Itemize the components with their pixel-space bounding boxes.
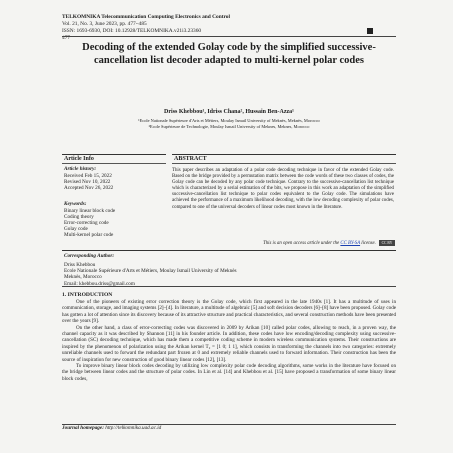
keywords-label: Keywords: [64,200,87,207]
cc-by-sa-badge: CC BY SA [379,240,395,246]
article-info-box [62,154,166,239]
history-received: Received Feb 15, 2022 [64,173,112,179]
section-body [62,299,396,382]
abstract-box [172,154,396,164]
paper-title: Decoding of the extended Golay code by the simplified successive-cancellation list decoder adapted to multi-kernel polar codes [82,42,376,66]
corresponding-author-box [62,250,396,287]
corresponding-affiliation: Ecole Nationale Supérieure d'Arts et Métiers, Moulay Ismail University of Meknès [64,268,237,275]
page-number: 477 [62,35,71,41]
corresponding-bottom-rule [62,286,396,287]
license-prefix: This is an open access article under the [263,241,340,247]
license-suffix: license. [361,241,376,247]
journal-header [62,14,402,42]
header-rule [62,36,396,37]
page-footer [62,424,396,432]
keyword: Error-correcting code [64,220,109,227]
keyword: Golay code [64,226,88,233]
history-label: Article history: [64,166,97,172]
footer-label: Journal homepage: [62,425,104,431]
issn-doi: ISSN: 1693-6930, DOI: 10.12928/TELKOMNIKA.v21i3.23360 [62,28,202,34]
footer-url[interactable]: http://telkomnika.uad.ac.id [105,425,162,431]
corresponding-name: Driss Khebbou [64,262,96,268]
corresponding-email: Email: khebbou.driss@gmail.com [64,280,135,287]
corresponding-heading: Corresponding Author: [64,253,115,259]
affiliation-2: ²Ecole Supérieure de Technologie, Moulay Ismail University of Meknes, Meknes, Morocco [148,124,310,129]
document-icon [367,28,373,34]
section-heading: 1. INTRODUCTION [62,292,113,298]
paper-authors: Driss Khebbou¹, Idriss Chana², Hussain Ben-Azza¹ [164,109,294,115]
paragraph: One of the pioneers of existing error correction theory is the Golay code, which first appeared in the late 1940s [1]. It has a multitude of uses in communication, storage, and imaging systems [2]–[4]. In literature, a multitude of algebraic [5] and soft decision decoders [6]–[8] have been proposed. Golay code has gotten a lot of attention since its discovery because of its attractive structure and practical characteristics, and several construction methods have been presented over the years [9]. [62,299,396,325]
paragraph: On the other hand, a class of error-correcting codes was discovered in 2009 by Arikan [10] called polar codes, allowing to reach, in a proven way, the channel capacity as it was described by Shannon [11] in his founder article. In addition, these codes have low encoding/decoding complexity using successive-cancellation (SC) decoding technique, which has made them a competitive coding scheme in modern wireless communication systems. Their constructions are inspired by the phenomenon of polarization using the Arikan kernel T₂ = [1 0; 1 1], which consists in transforming the channels into two categories: extremely unreliable channels used to forward the redundant part frozen at 0 and extremely reliable channels used to forward information. Their construction has been the source of inspiration for new construction of good binary linear codes [12], [13]. [62,324,396,363]
abstract-heading: ABSTRACT [172,155,396,164]
affiliation-1: ¹Ecole Nationale Supérieure d'Arts et Métiers, Moulay Ismail University of Meknès, Meknès, Morocco [138,118,320,123]
license-line [215,240,395,251]
keyword: Multi-kernel polar code [64,232,114,239]
abstract-text: This paper describes an adaptation of a polar code decoding technique in favor of the extended Golay code. Based on the bridge provided by a permutation matrix between the code words of these two classes of codes, the Golay code can be decoded by any polar code technique. Contrary to the successive-cancellation list technique which is characterized by a serial estimation of the bits, we propose in this work an adaptation of the simplified successive-cancellation list technique to polar codes equivalent to the Golay code. The simulations have achieved the performance of a maximum likelihood decoding, with the low decoding complexity of polar codes, compared to one of the universal decoders of linear codes most known in the literature. [172,168,394,210]
history-accepted: Accepted Nov 26, 2022 [64,185,114,192]
paragraph: To improve binary linear block codes decoding by utilizing low complexity polar code decoding algorithms, some works in the literature have focused on the bridge between linear codes and the structure of polar codes. In Lin et al. [14] and Khebbou et al. [15] have proposed a transformation of some binary linear block codes, [62,363,396,382]
history-revised: Revised Nov 10, 2022 [64,179,111,186]
journal-name: TELKOMNIKA Telecommunication Computing Electronics and Control [62,14,230,20]
keyword: Binary linear block code [64,207,116,214]
license-link[interactable]: CC BY-SA [340,241,361,247]
corresponding-city: Meknès, Morocco [64,274,102,281]
keyword: Coding theory [64,213,94,220]
volume-line: Vol. 21, No. 3, June 2023, pp. 477~485 [62,21,147,27]
article-info-heading: Article Info [62,155,166,164]
